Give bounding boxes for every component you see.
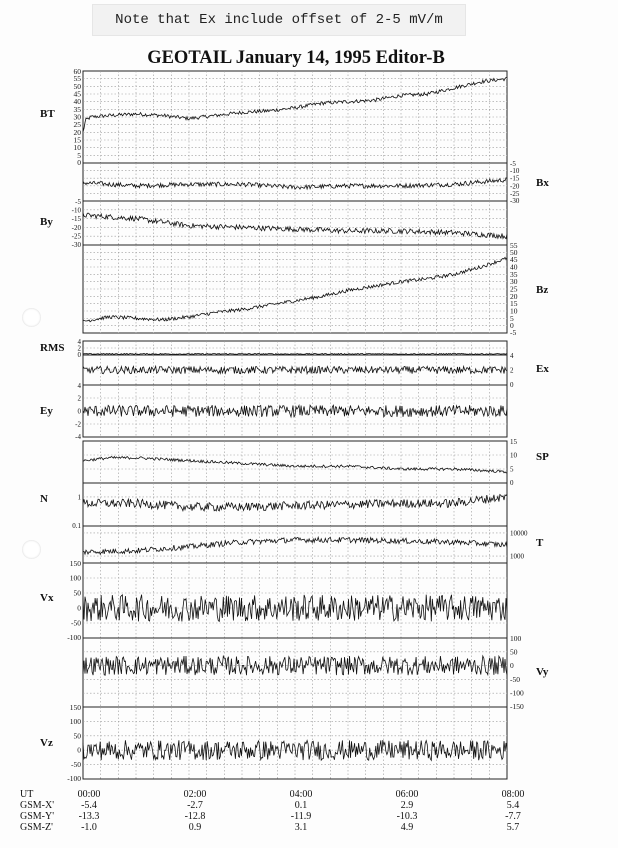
footer-z-value: 5.7 [506, 822, 520, 833]
tick-label: 2 [510, 366, 514, 375]
tick-label: 0 [510, 661, 514, 671]
tick-label: -4 [75, 433, 81, 441]
offset-note: Note that Ex include offset of 2-5 mV/m [92, 4, 466, 36]
panel-label: Vx [40, 592, 54, 604]
footer-y-value: -13.3 [78, 811, 100, 822]
tick-label: -30 [510, 197, 520, 205]
footer-ut-value: 00:00 [77, 789, 101, 800]
panel-label: Ex [536, 363, 549, 375]
tick-label: -10 [71, 206, 81, 215]
chart-title: GEOTAIL January 14, 1995 Editor-B [147, 48, 445, 68]
tick-label: 50 [73, 731, 81, 741]
tick-label: 1000 [510, 552, 524, 561]
tick-label: 10 [73, 143, 81, 153]
tick-label: 1 [77, 493, 81, 502]
series-line-rms [83, 353, 507, 354]
tick-label: 4 [77, 338, 81, 346]
tick-label: 150 [69, 703, 81, 712]
tick-label: 2 [77, 344, 81, 353]
tick-label: -100 [510, 688, 524, 698]
panel-label: Bz [536, 284, 549, 296]
tick-label: 2 [77, 394, 81, 403]
panel-label: Bx [536, 177, 549, 189]
tick-label: 15 [510, 438, 517, 446]
panel-label: T [536, 537, 544, 549]
tick-label: -5 [75, 198, 81, 206]
tick-label: 0 [510, 381, 514, 389]
footer-y-value: -7.7 [505, 811, 521, 822]
footer-ut-value: 02:00 [183, 789, 207, 800]
panel-label: Ey [40, 405, 53, 417]
tick-label: -100 [67, 633, 81, 642]
footer-ut-value: 06:00 [395, 789, 419, 800]
tick-label: 40 [73, 97, 81, 107]
tick-label: -25 [71, 232, 81, 241]
tick-label: 0 [77, 158, 81, 167]
tick-label: 25 [510, 284, 518, 294]
tick-label: 100 [510, 634, 522, 643]
tick-label: -5 [510, 328, 517, 337]
tick-label: 0 [77, 745, 81, 755]
tick-label: 0.1 [72, 522, 81, 530]
panel-label: RMS [40, 342, 65, 354]
panel-label: SP [536, 451, 549, 463]
tick-label: 15 [510, 299, 518, 309]
footer-x-value: 2.9 [400, 800, 414, 811]
tick-label: -25 [510, 189, 520, 198]
tick-label: 45 [73, 89, 81, 99]
tick-label: 0 [510, 479, 514, 487]
tick-label: -2 [75, 420, 81, 429]
footer-label-gsm-y: GSM-Y' [20, 811, 55, 822]
tick-label: 4 [77, 382, 81, 390]
tick-label: 10000 [510, 529, 528, 538]
tick-label: -100 [67, 774, 81, 783]
tick-label: -15 [71, 215, 81, 224]
tick-label: 55 [510, 241, 518, 250]
tick-label: 20 [73, 127, 81, 137]
tick-label: -30 [71, 241, 81, 249]
footer-x-value: -2.7 [187, 800, 203, 811]
tick-label: 0 [77, 407, 81, 416]
tick-label: 0 [510, 321, 514, 331]
footer-y-value: -10.3 [396, 811, 418, 822]
tick-label: -20 [510, 182, 520, 191]
tick-label: -150 [510, 702, 524, 711]
footer-y-value: -11.9 [290, 811, 312, 822]
panel-label: Vz [40, 737, 53, 749]
tick-label: 25 [73, 120, 81, 130]
tick-label: 35 [73, 104, 81, 114]
tick-label: 0 [77, 603, 81, 613]
tick-label: -15 [510, 174, 520, 183]
tick-label: -50 [71, 760, 81, 770]
tick-label: 10 [510, 306, 518, 316]
footer-x-value: -5.4 [81, 800, 97, 811]
panel-label: BT [40, 108, 55, 120]
tick-label: 35 [510, 269, 518, 279]
tick-label: 15 [73, 135, 81, 145]
tick-label: 5 [510, 313, 514, 323]
tick-label: 50 [73, 588, 81, 598]
footer-ut-value: 08:00 [501, 789, 525, 800]
tick-label: -20 [71, 223, 81, 232]
tick-label: -50 [71, 618, 81, 628]
tick-label: 45 [510, 255, 518, 265]
panel-label: N [40, 493, 48, 505]
tick-label: 100 [69, 716, 81, 726]
footer-ut-value: 04:00 [289, 789, 313, 800]
tick-label: 5 [510, 465, 514, 474]
tick-label: 50 [73, 81, 81, 91]
tick-label: 55 [73, 74, 81, 84]
footer-z-value: 0.9 [188, 822, 202, 833]
tick-label: 20 [510, 291, 518, 301]
tick-label: 30 [73, 112, 81, 122]
tick-label: -50 [510, 674, 520, 684]
tick-label: 0 [77, 351, 81, 359]
footer-x-value: 5.4 [506, 800, 520, 811]
tick-label: 5 [77, 150, 81, 160]
tick-label: 30 [510, 277, 518, 287]
tick-label: 10 [510, 451, 517, 460]
panel-label: By [40, 216, 53, 228]
tick-label: 50 [510, 647, 518, 657]
tick-label: -5 [510, 160, 516, 168]
footer-z-value: 4.9 [400, 822, 414, 833]
tick-label: -10 [510, 167, 520, 176]
footer-label-gsm-z: GSM-Z' [20, 822, 53, 833]
tick-label: 50 [510, 247, 518, 257]
tick-label: 100 [69, 573, 81, 583]
footer-y-value: -12.8 [184, 811, 206, 822]
footer-x-value: 0.1 [294, 800, 308, 811]
tick-label: 4 [510, 352, 514, 360]
tick-label: 60 [73, 67, 81, 76]
footer-z-value: -1.0 [81, 822, 97, 833]
panel-label: Vy [536, 666, 549, 678]
footer-z-value: 3.1 [294, 822, 308, 833]
footer-label-gsm-x: GSM-X' [20, 800, 55, 811]
tick-label: 40 [510, 262, 518, 272]
tick-label: 150 [69, 559, 81, 568]
footer-label-ut: UT [20, 789, 34, 800]
